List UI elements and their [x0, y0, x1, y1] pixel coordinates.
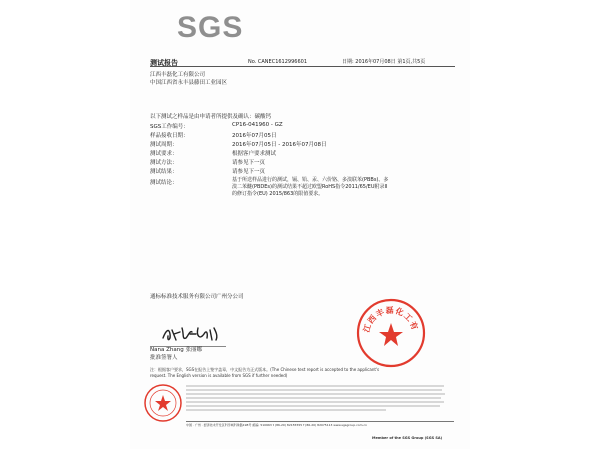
header-rule — [150, 66, 455, 67]
sgs-logo — [171, 9, 261, 45]
lab-company: 通标标准技术服务有限公司广州分公司 — [150, 294, 244, 300]
terms-fine-print — [186, 384, 448, 418]
report-title: 测试报告 — [150, 59, 178, 67]
signatory-role: 批准签署人 — [150, 355, 178, 361]
field-value: 根据客户要求测试 — [232, 151, 277, 157]
field-value: 请参见下一页 — [232, 169, 266, 175]
field-value: 2016年07月05日 - 2016年07月08日 — [232, 142, 327, 148]
footer-group: Member of the SGS Group (SGS SA) — [372, 436, 443, 440]
field-label: SGS工作编号： — [150, 124, 189, 130]
footer-address: 中国 · 广州 · 经济技术开发区科学城科珠路198号 邮编: 510663 t (86-20) 82155555 f (86-20) 82075113 www.sgsgroup.com.cn — [186, 423, 368, 427]
company-seal-stamp — [355, 297, 427, 369]
field-label: 测试结论： — [150, 180, 178, 186]
report-date-page: 日期: 2016年07月08日 第1页,共5页 — [342, 59, 426, 65]
field-value: 请参见下一页 — [232, 160, 266, 166]
report-number: No. CANEC1612996601 — [248, 59, 308, 65]
note-cn: 注：根据客户要求，SGS在报告上签字盖章，中文报告为正式版本。(The Chinese test report is accepted to the applicant's — [150, 367, 380, 372]
handwritten-signature — [160, 322, 222, 346]
client-address: 中国江西省永丰县藤田工业园区 — [150, 80, 228, 86]
field-label: 测试要求： — [150, 151, 178, 157]
field-label: 测试结果： — [150, 169, 178, 175]
sample-intro: 以下测试之样品是由申请者所提供及确认：碳酸钙 — [150, 114, 272, 120]
client-name: 江西丰磊化工有限公司 — [150, 72, 206, 78]
field-value: CP16-041960 - GZ — [232, 122, 283, 128]
svg-text:江西丰磊化工有限公司: 江西丰磊化工有 — [361, 305, 420, 334]
field-label: 测试方法： — [150, 160, 178, 166]
document-sheet — [130, 0, 470, 449]
field-value: 2016年07月05日 — [232, 133, 277, 139]
conclusion-text: 基于所送样品进行的测试，镉、铅、汞、六价铬、多溴联苯(PBBs)、多溴二苯醚(PBDEs)的测试结果不超过欧盟RoHS指令2011/65/EU附录II的修订指令(EU) 2015/863的限值要求。 — [232, 177, 389, 197]
note-en: request. The English version is available from SGS if further needed) — [150, 373, 288, 378]
footer-rule — [186, 421, 454, 422]
sgs-test-seal — [143, 383, 183, 423]
svg-text:SGS: SGS — [177, 11, 244, 44]
signatory-name: Nana Zhang 张丽娜 — [150, 347, 202, 353]
field-label: 样品接收日期： — [150, 133, 189, 139]
field-label: 测试周期： — [150, 142, 178, 148]
